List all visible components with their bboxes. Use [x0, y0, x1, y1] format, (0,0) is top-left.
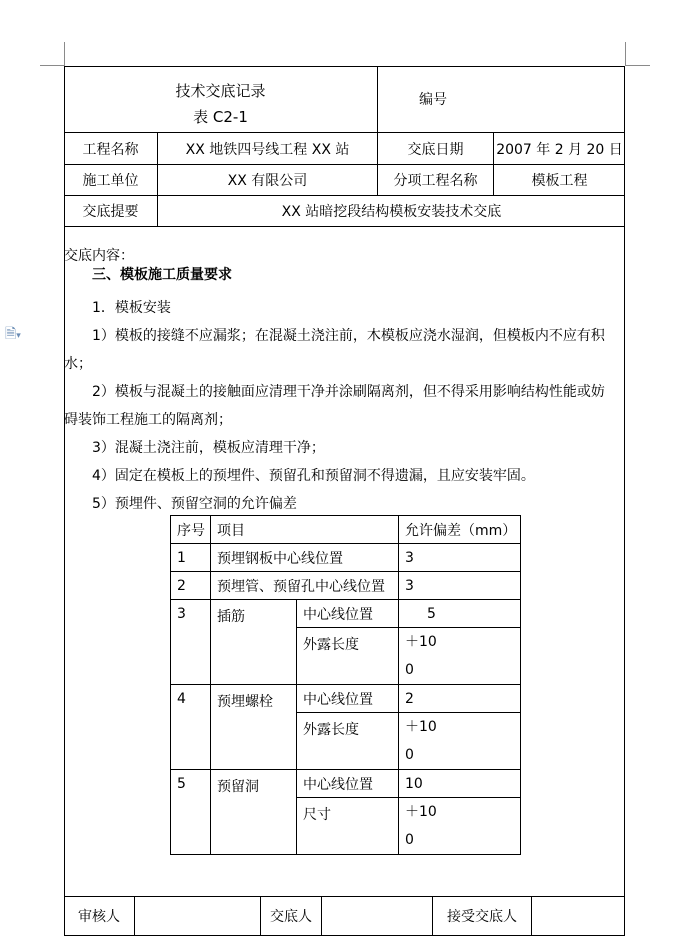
row-value — [399, 713, 521, 770]
table-row — [171, 685, 521, 713]
table-row — [171, 770, 521, 798]
row-value — [399, 798, 521, 855]
header-cell: 序号 — [171, 516, 211, 544]
date-value: 2007 年 2 月 20 日 — [496, 141, 623, 158]
tolerance-table — [170, 515, 521, 855]
row-divider — [64, 226, 625, 227]
value-lower: 0 — [405, 832, 414, 848]
receiver-value[interactable] — [532, 897, 625, 935]
paragraph-line: 5）预埋件、预留空洞的允许偏差 — [92, 496, 297, 512]
paragraph-line: 水； — [64, 356, 92, 372]
row-value: 10 — [399, 770, 521, 798]
section-title: 三、模板施工质量要求 — [92, 267, 232, 283]
row-item: 插筋 — [211, 600, 297, 685]
table-row — [171, 544, 521, 572]
reviewer-value[interactable] — [135, 897, 260, 935]
subproject-value: 模板工程 — [531, 173, 588, 189]
row-value: 2 — [399, 685, 521, 713]
project-name-value: XX 地铁四号线工程 XX 站 — [185, 141, 350, 158]
value-lower: 0 — [405, 747, 414, 763]
value-upper: ＋10 — [405, 804, 437, 820]
date-label: 交底日期 — [407, 141, 464, 158]
sub-item: 中心线位置 — [297, 685, 399, 713]
row-item: 预留洞 — [211, 770, 297, 855]
subproject-label: 分项工程名称 — [393, 173, 478, 189]
project-name-label: 工程名称 — [82, 141, 139, 158]
number-value[interactable] — [489, 66, 625, 132]
crop-mark-top-left-h — [40, 65, 64, 66]
table-header-row — [171, 516, 521, 544]
discloser-value[interactable] — [322, 897, 432, 935]
sub-item: 外露长度 — [297, 628, 399, 685]
header-cell: 允许偏差（mm） — [399, 516, 521, 544]
paragraph-line: 1）模板的接缝不应漏浆；在混凝土浇注前，木模板应浇水湿润，但模板内不应有积 — [92, 328, 605, 344]
summary-value: XX 站暗挖段结构模板安装技术交底 — [281, 204, 502, 220]
row-no: 4 — [171, 685, 211, 770]
row-value — [399, 628, 521, 685]
paragraph-line: 碍装饰工程施工的隔离剂； — [64, 412, 232, 428]
row-value: 3 — [399, 572, 521, 600]
row-no: 3 — [171, 600, 211, 685]
sub-item: 尺寸 — [297, 798, 399, 855]
reviewer-label: 审核人 — [78, 909, 120, 925]
discloser-label: 交底人 — [270, 909, 312, 925]
row-no: 2 — [171, 572, 211, 600]
content-intro: 交底内容： — [64, 248, 134, 264]
receiver-label: 接受交底人 — [447, 909, 517, 925]
value-upper: ＋10 — [405, 719, 437, 735]
header-cell: 项目 — [211, 516, 399, 544]
crop-mark-top-left-v — [64, 42, 65, 66]
value-text: 5 — [427, 605, 436, 622]
crop-mark-top-right-v — [625, 42, 626, 66]
unit-label: 施工单位 — [82, 173, 139, 189]
summary-label: 交底提要 — [82, 204, 139, 220]
subsection-title: 1．模板安装 — [92, 300, 171, 316]
row-item: 预埋螺栓 — [211, 685, 297, 770]
row-no: 5 — [171, 770, 211, 855]
paragraph-line: 2）模板与混凝土的接触面应清理干净并涂刷隔离剂，但不得采用影响结构性能或妨 — [92, 384, 605, 400]
unit-value: XX 有限公司 — [227, 173, 308, 189]
value-lower: 0 — [405, 662, 414, 678]
form-title: 技术交底记录 — [175, 82, 266, 100]
form-code: 表 C2-1 — [193, 108, 248, 126]
sub-item: 中心线位置 — [297, 600, 399, 628]
sub-item: 外露长度 — [297, 713, 399, 770]
number-label: 编号 — [419, 92, 447, 108]
crop-mark-top-right-h — [626, 65, 650, 66]
paragraph-line: 4）固定在模板上的预埋件、预留孔和预留洞不得遗漏，且应安装牢固。 — [92, 468, 535, 484]
paragraph-line: 3）混凝土浇注前，模板应清理干净； — [92, 440, 325, 456]
table-row — [171, 600, 521, 628]
table-row — [171, 572, 521, 600]
sub-item: 中心线位置 — [297, 770, 399, 798]
row-item: 预埋钢板中心线位置 — [211, 544, 399, 572]
row-no: 1 — [171, 544, 211, 572]
row-value: 3 — [399, 544, 521, 572]
row-item: 预埋管、预留孔中心线位置 — [211, 572, 399, 600]
document-icon[interactable]: 🗎▾ — [5, 326, 21, 342]
row-value — [399, 600, 521, 628]
value-upper: ＋10 — [405, 634, 437, 650]
